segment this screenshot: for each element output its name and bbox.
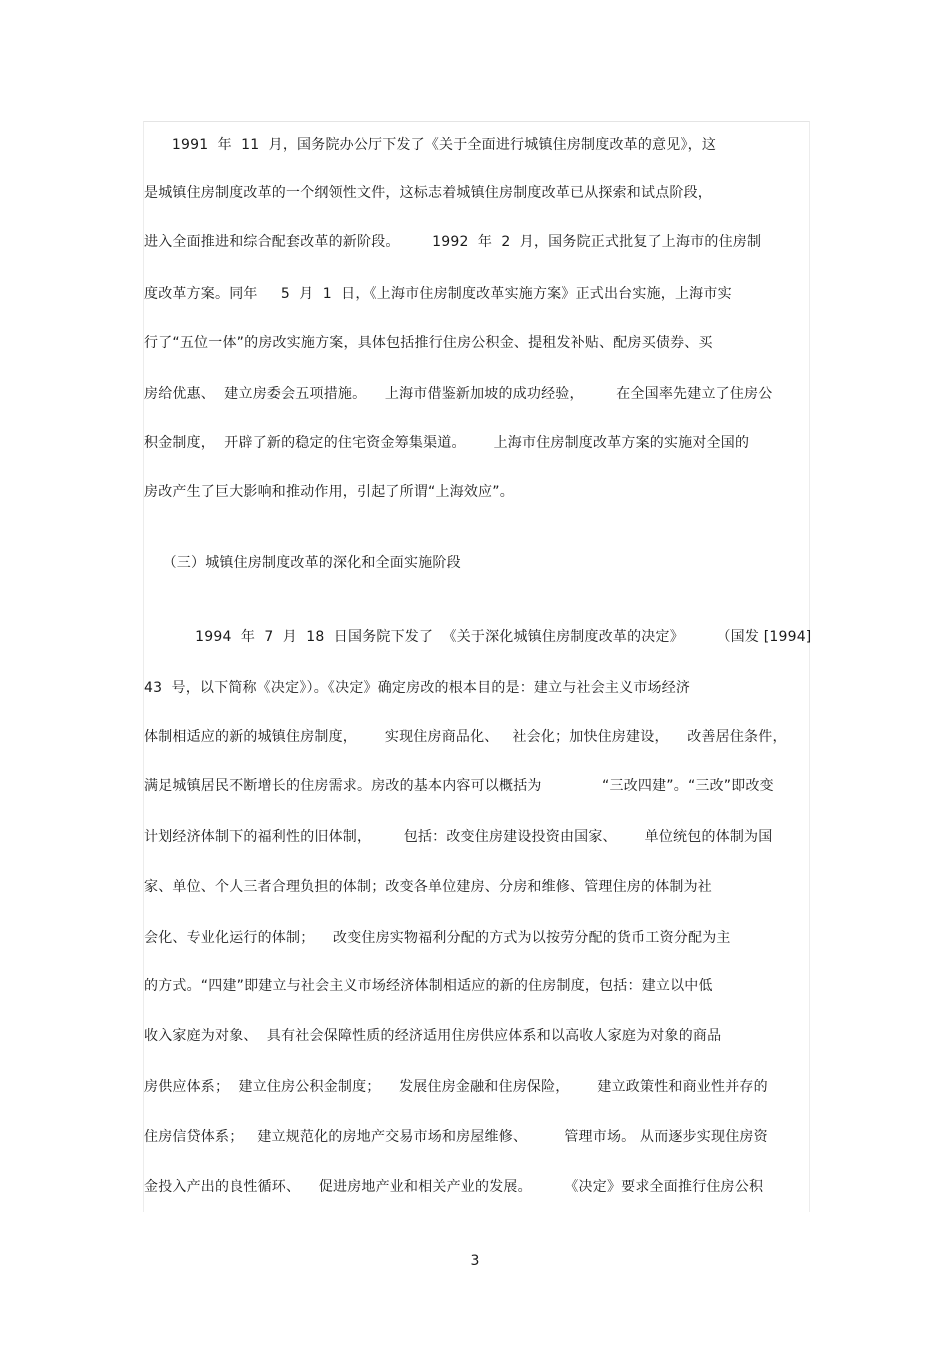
text-line: 积金制度， 开辟了新的稳定的住宅资金筹集渠道。 上海市住房制度改革方案的实施对全国的	[144, 435, 750, 451]
text-line: 是城镇住房制度改革的一个纲领性文件，这标志着城镇住房制度改革已从探索和试点阶段，	[144, 185, 712, 201]
text-line: 金投入产出的良性循环、 促进房地产业和相关产业的发展。 《决定》要求全面推行住房公积	[144, 1179, 764, 1195]
text-line: 住房信贷体系； 建立规范化的房地产交易市场和房屋维修、 管理市场。 从而逐步实现住房资	[144, 1129, 768, 1145]
text-line: 会化、专业化运行的体制； 改变住房实物福利分配的方式为以按劳分配的货币工资分配为主	[144, 930, 731, 946]
text-line: 收入家庭为对象、 具有社会保障性质的经济适用住房供应体系和以高收人家庭为对象的商品	[144, 1028, 722, 1044]
text-line: 1991 年 11 月，国务院办公厅下发了《关于全面进行城镇住房制度改革的意见》，这	[144, 137, 717, 153]
text-line: 行了“五位一体”的房改实施方案，具体包括推行住房公积金、提租发补贴、配房买债券、买	[144, 335, 713, 351]
text-line: 的方式。“四建”即建立与社会主义市场经济体制相适应的新的住房制度，包括：建立以中低	[144, 978, 713, 994]
text-line: 房供应体系； 建立住房公积金制度； 发展住房金融和住房保险， 建立政策性和商业性并存的	[144, 1079, 768, 1095]
section-heading: （三）城镇住房制度改革的深化和全面实施阶段	[144, 555, 461, 571]
text-line: 满足城镇居民不断增长的住房需求。房改的基本内容可以概括为 “三改四建”。“三改”即改变	[144, 778, 774, 794]
text-line: 房改产生了巨大影响和推动作用，引起了所谓“上海效应”。	[144, 484, 514, 500]
text-line: 43 号，以下简称《决定》）。《决定》确定房改的根本目的是：建立与社会主义市场经济	[144, 680, 691, 696]
text-line: 1994 年 7 月 18 日国务院下发了 《关于深化城镇住房制度改革的决定》 （国发 [1994]	[144, 629, 812, 645]
text-line: 度改革方案。同年 5 月 1 日，《上海市住房制度改革实施方案》正式出台实施，上海市实	[144, 286, 732, 302]
text-line: 房给优惠、 建立房委会五项措施。 上海市借鉴新加坡的成功经验， 在全国率先建立了住房公	[144, 386, 773, 402]
text-line: 计划经济体制下的福利性的旧体制， 包括：改变住房建设投资由国家、 单位统包的体制为国	[144, 829, 773, 845]
text-line: 家、单位、个人三者合理负担的体制；改变各单位建房、分房和维修、管理住房的体制为社	[144, 879, 712, 895]
text-line: 进入全面推进和综合配套改革的新阶段。 1992 年 2 月，国务院正式批复了上海市的住房制	[144, 234, 762, 250]
text-line: 体制相适应的新的城镇住房制度， 实现住房商品化、 社会化；加快住房建设， 改善居住条件，	[144, 729, 787, 745]
page-number: 3	[470, 1253, 480, 1269]
